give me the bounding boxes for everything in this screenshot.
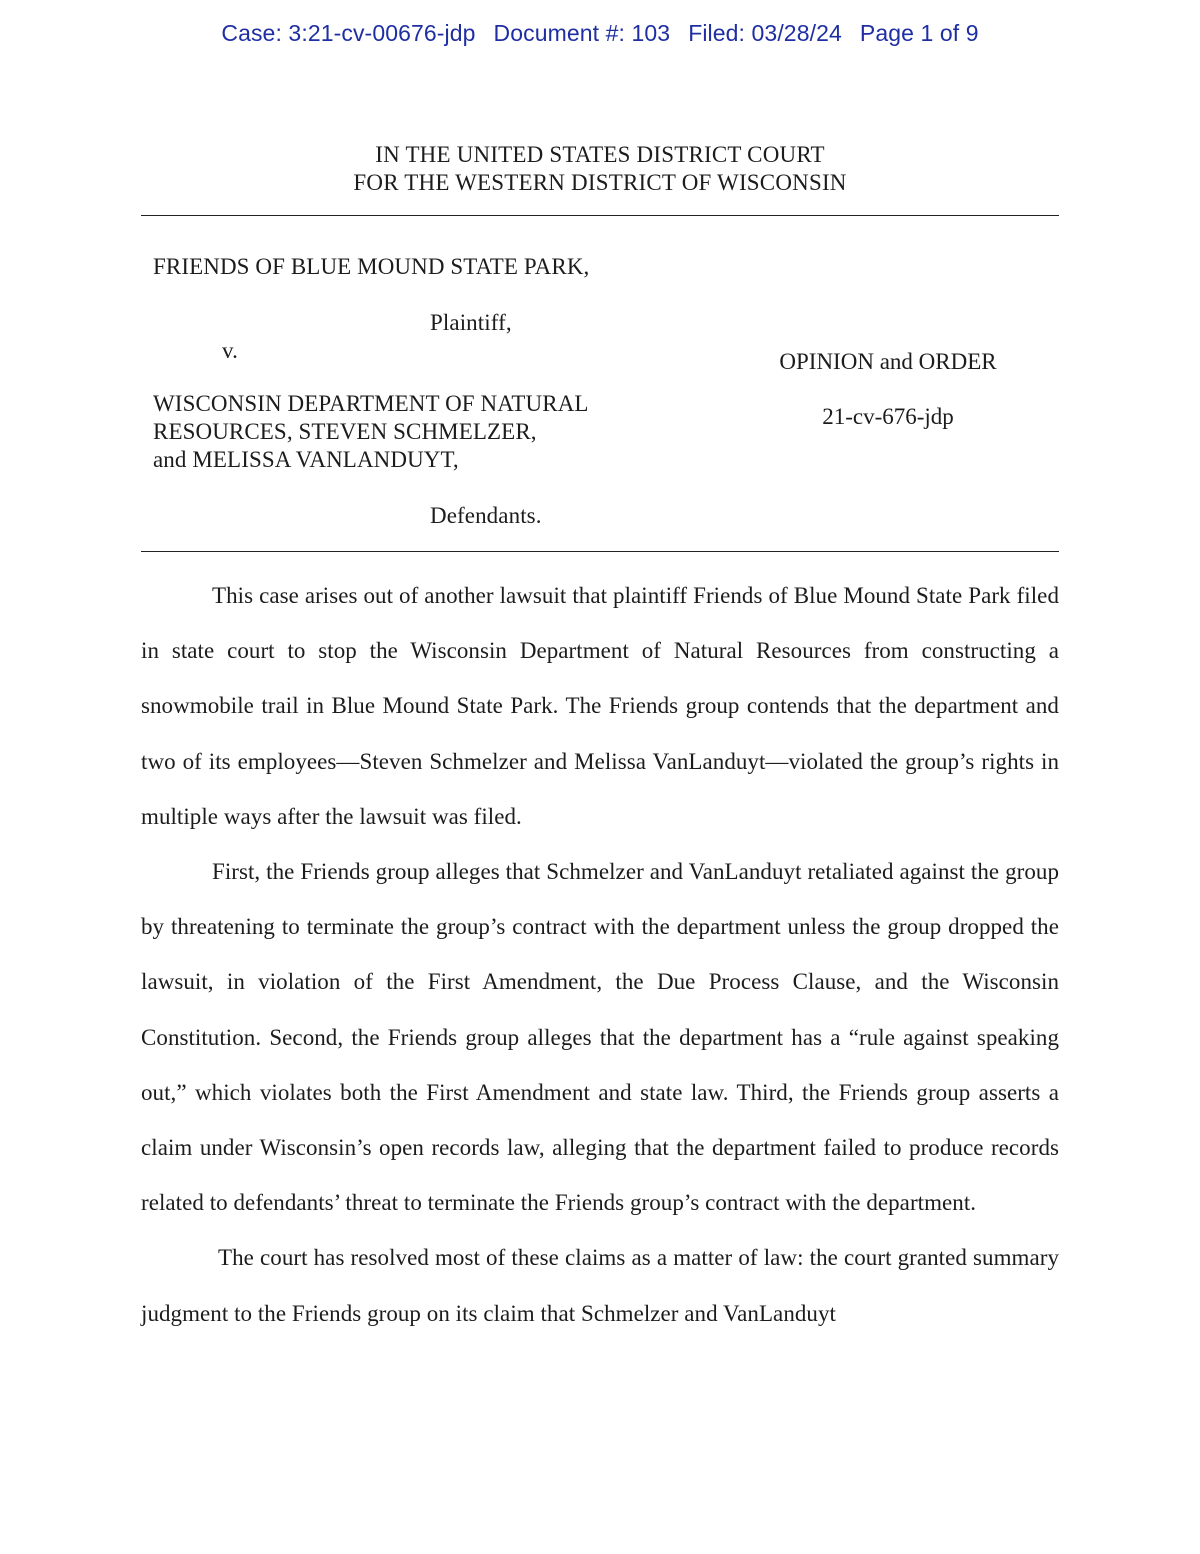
document-title: OPINION and ORDER — [779, 349, 997, 374]
defendants-names — [153, 390, 589, 474]
body-paragraph-2: First, the Friends group alleges that Schmelzer and VanLanduyt retaliated against the group by threatening to terminate the group’s contract with the department unless the group dropped the lawsuit, in violation of the First Amendment, the Due Process Clause, and the Wisconsin Constitution. Second, the Friends group alleges that the department has a “rule against speaking out,” which violates both the First Amendment and state law. Third, the Friends group asserts a claim under Wisconsin’s open records law, alleging that the department failed to produce records related to defendants’ threat to terminate the Friends group’s contract with the department. — [141, 859, 1059, 1216]
plaintiff-name: FRIENDS OF BLUE MOUND STATE PARK, — [153, 254, 590, 279]
court-heading — [0, 141, 1200, 197]
defendants-label: Defendants. — [430, 503, 542, 528]
stamp-document-number: Document #: 103 — [493, 20, 671, 46]
body-paragraph-3: The court has resolved most of these claims as a matter of law: the court granted summary judgment to the Friends group on its claim that Schmelzer and VanLanduyt — [141, 1245, 1059, 1326]
versus-label: v. — [222, 338, 238, 363]
court-heading-line1: IN THE UNITED STATES DISTRICT COURT — [375, 142, 825, 167]
defendants-line3: and MELISSA VANLANDUYT, — [153, 447, 459, 472]
opinion-body — [141, 568, 1059, 1341]
caption-bottom-rule — [141, 551, 1059, 552]
stamp-page-count: Page 1 of 9 — [859, 20, 979, 46]
court-heading-line2: FOR THE WESTERN DISTRICT OF WISCONSIN — [353, 170, 847, 195]
stamp-case-number: Case: 3:21-cv-00676-jdp — [221, 20, 476, 46]
case-number: 21-cv-676-jdp — [822, 404, 954, 429]
ecf-header-stamp — [0, 20, 1200, 47]
defendants-line2: RESOURCES, STEVEN SCHMELZER, — [153, 419, 537, 444]
defendants-line1: WISCONSIN DEPARTMENT OF NATURAL — [153, 391, 589, 416]
stamp-filed-date: Filed: 03/28/24 — [688, 20, 842, 46]
caption-top-rule — [141, 215, 1059, 216]
body-paragraph-1: This case arises out of another lawsuit that plaintiff Friends of Blue Mound State Park filed in state court to stop the Wisconsin Department of Natural Resources from constructing a snowmobile trail in Blue Mound State Park. The Friends group contends that the department and two of its employees—Steven Schmelzer and Melissa VanLanduyt—violated the group’s rights in multiple ways after the lawsuit was filed. — [141, 583, 1059, 829]
plaintiff-label: Plaintiff, — [430, 310, 512, 335]
